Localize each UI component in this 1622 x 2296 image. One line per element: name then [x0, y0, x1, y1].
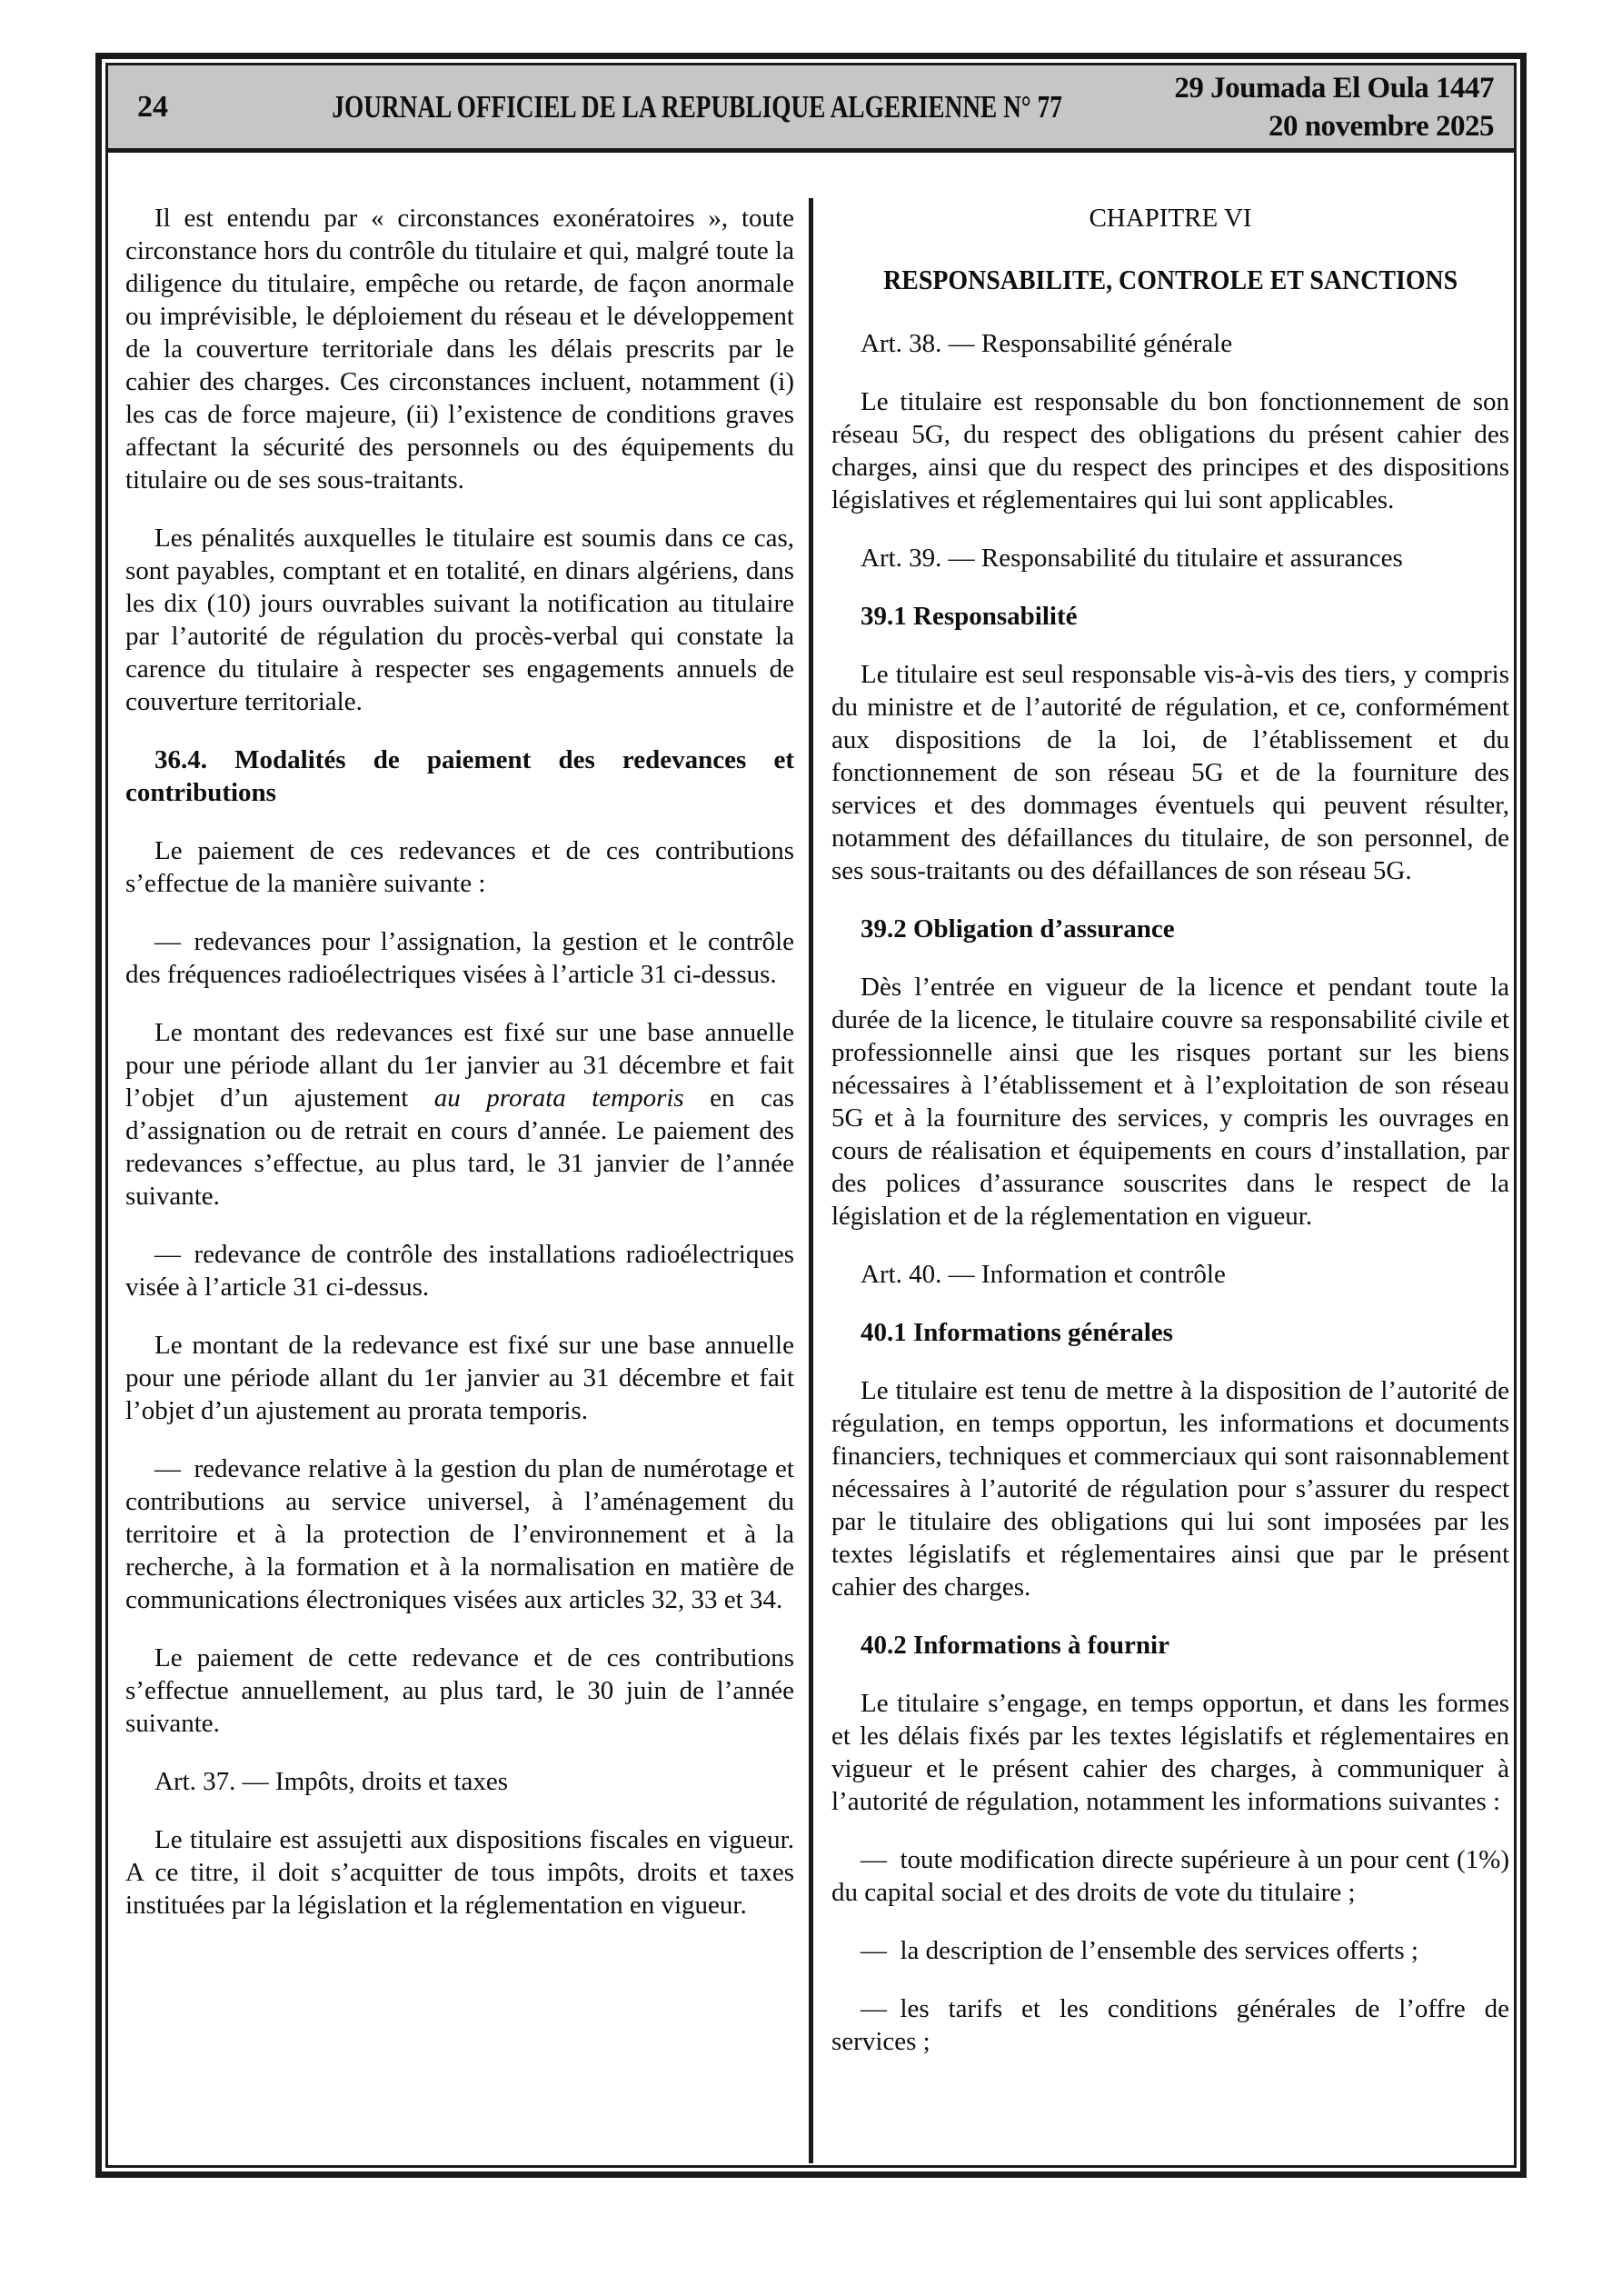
paragraph: Le montant des redevances est fixé sur une base annuelle pour une période allant du 1er janvier au 31 décembre et fait l’objet d’un ajustement au prorata temporis en cas d’assignation ou de retrait en cours d’année. Le paiement des redevances s’effectue, au plus tard, le 31 janvier de l’année suivante.: [125, 1018, 794, 1211]
article-heading: Art. 39. — Responsabilité du titulaire et assurances: [861, 544, 1403, 573]
date-hijri: 29 Joumada El Oula 1447: [1174, 71, 1494, 105]
subsection-heading: 36.4. Modalités de paiement des redevances et contributions: [125, 745, 794, 807]
page-frame: [95, 53, 1527, 2178]
page-content: [108, 153, 1514, 2165]
subsection-heading: 40.1 Informations générales: [861, 1318, 1173, 1347]
paragraph: Le paiement de ces redevances et de ces contributions s’effectue de la manière suivante :: [125, 836, 794, 898]
page-number: 24: [137, 89, 168, 124]
paragraph: Le titulaire s’engage, en temps opportun, et dans les formes et les délais fixés par les textes législatifs et réglementaires en vigueur et le présent cahier des charges, à communiquer à l’autorité de régulation, notamment les informations suivantes :: [831, 1689, 1509, 1816]
paragraph: Le titulaire est assujetti aux dispositions fiscales en vigueur. A ce titre, il doit s’acquitter de tous impôts, droits et taxes instituées par la législation et la réglementation en vigueur.: [125, 1825, 794, 1920]
journal-title: [219, 89, 1174, 125]
subsection-heading: 39.2 Obligation d’assurance: [861, 914, 1175, 943]
article-heading: Art. 38. — Responsabilité générale: [861, 329, 1233, 358]
chapter-title: [831, 264, 1509, 296]
subsection-heading: 39.1 Responsabilité: [861, 602, 1078, 631]
paragraph: Le paiement de cette redevance et de ces contributions s’effectue annuellement, au plus tard, le 30 juin de l’année suivante.: [125, 1643, 794, 1738]
paragraph: Le titulaire est responsable du bon fonctionnement de son réseau 5G, du respect des obligations du présent cahier des charges, ainsi que du respect des principes et des dispositions législatives et réglementaires qui lui sont applicables.: [831, 387, 1509, 514]
subsection-heading: 40.2 Informations à fournir: [861, 1631, 1169, 1660]
issue-dates: [1174, 69, 1494, 145]
paragraph: Les pénalités auxquelles le titulaire est soumis dans ce cas, sont payables, comptant et en totalité, en dinars algériens, dans les dix (10) jours ouvrables suivant la notification au titulaire par l’autorité de régulation du procès-verbal qui constate la carence du titulaire à respecter ses engagements annuels de couverture territoriale.: [125, 524, 794, 716]
article-heading: Art. 37. — Impôts, droits et taxes: [154, 1767, 509, 1796]
dash-item: — redevances pour l’assignation, la gestion et le contrôle des fréquences radioélectriques visées à l’article 31 ci-dessus.: [125, 927, 794, 989]
paragraph: Le titulaire est tenu de mettre à la disposition de l’autorité de régulation, en temps opportun, les informations et documents financiers, techniques et commerciaux qui sont raisonnablement nécessaires à l’autorité de régulation pour s’assurer du respect par le titulaire des obligations qui lui sont imposées par les textes législatifs et réglementaires ainsi que par le présent cahier des charges.: [831, 1376, 1509, 1602]
paragraph: Le montant de la redevance est fixé sur une base annuelle pour une période allant du 1er janvier au 31 décembre et fait l’objet d’un ajustement au prorata temporis.: [125, 1331, 794, 1425]
dash-item: — redevance de contrôle des installations radioélectriques visée à l’article 31 ci-dessus.: [125, 1240, 794, 1302]
page-frame-inner: [105, 63, 1517, 2168]
dash-item: — redevance relative à la gestion du plan de numérotage et contributions au service universel, à l’aménagement du territoire et à la protection de l’environnement et à la recherche, à la formation et à la normalisation en matière de communications électroniques visées aux articles 32, 33 et 34.: [125, 1454, 794, 1614]
date-gregorian: 20 novembre 2025: [1268, 109, 1494, 143]
dash-item: — toute modification directe supérieure à un pour cent (1%) du capital social et des droits de vote du titulaire ;: [831, 1845, 1509, 1907]
page-header: [108, 65, 1514, 153]
chapter-title-text: RESPONSABILITE, CONTROLE ET SANCTIONS: [882, 264, 1458, 295]
dash-item: — la description de l’ensemble des services offerts ;: [861, 1936, 1418, 1965]
chapter-heading: CHAPITRE VI: [1089, 204, 1252, 233]
paragraph: Dès l’entrée en vigueur de la licence et pendant toute la durée de la licence, le titulaire couvre sa responsabilité civile et professionnelle ainsi que les risques portant sur les biens nécessaires à l’établissement et à l’exploitation de son réseau 5G et à la fourniture des services, y compris les ouvrages en cours de réalisation et équipements en cours d’installation, par des polices d’assurance souscrites dans le respect de la législation et de la réglementation en vigueur.: [831, 973, 1509, 1231]
article-heading: Art. 40. — Information et contrôle: [861, 1260, 1226, 1289]
right-column: [813, 153, 1514, 2165]
dash-item: — les tarifs et les conditions générales de l’offre de services ;: [831, 1994, 1509, 2056]
left-column: [108, 153, 809, 2165]
paragraph: Il est entendu par « circonstances exonératoires », toute circonstance hors du contrôle du titulaire et qui, malgré toute la diligence du titulaire, empêche ou retarde, de façon anormale ou imprévisible, le déploiement du réseau et le développement de la couverture territoriale dans les délais prescrits par le cahier des charges. Ces circonstances incluent, notamment (i) les cas de force majeure, (ii) l’existence de conditions graves affectant la sécurité des personnels ou des équipements du titulaire ou de ses sous-traitants.: [125, 204, 794, 494]
journal-title-text: JOURNAL OFFICIEL DE LA REPUBLIQUE ALGERIENNE N° 77: [331, 88, 1062, 125]
paragraph: Le titulaire est seul responsable vis-à-vis des tiers, y compris du ministre et de l’autorité de régulation, et ce, conformément aux dispositions de la loi, de l’établissement et du fonctionnement de son réseau 5G et de la fourniture des services et des dommages éventuels qui peuvent résulter, notamment des défaillances du titulaire, de son personnel, de ses sous-traitants ou des défaillances de son réseau 5G.: [831, 660, 1509, 885]
